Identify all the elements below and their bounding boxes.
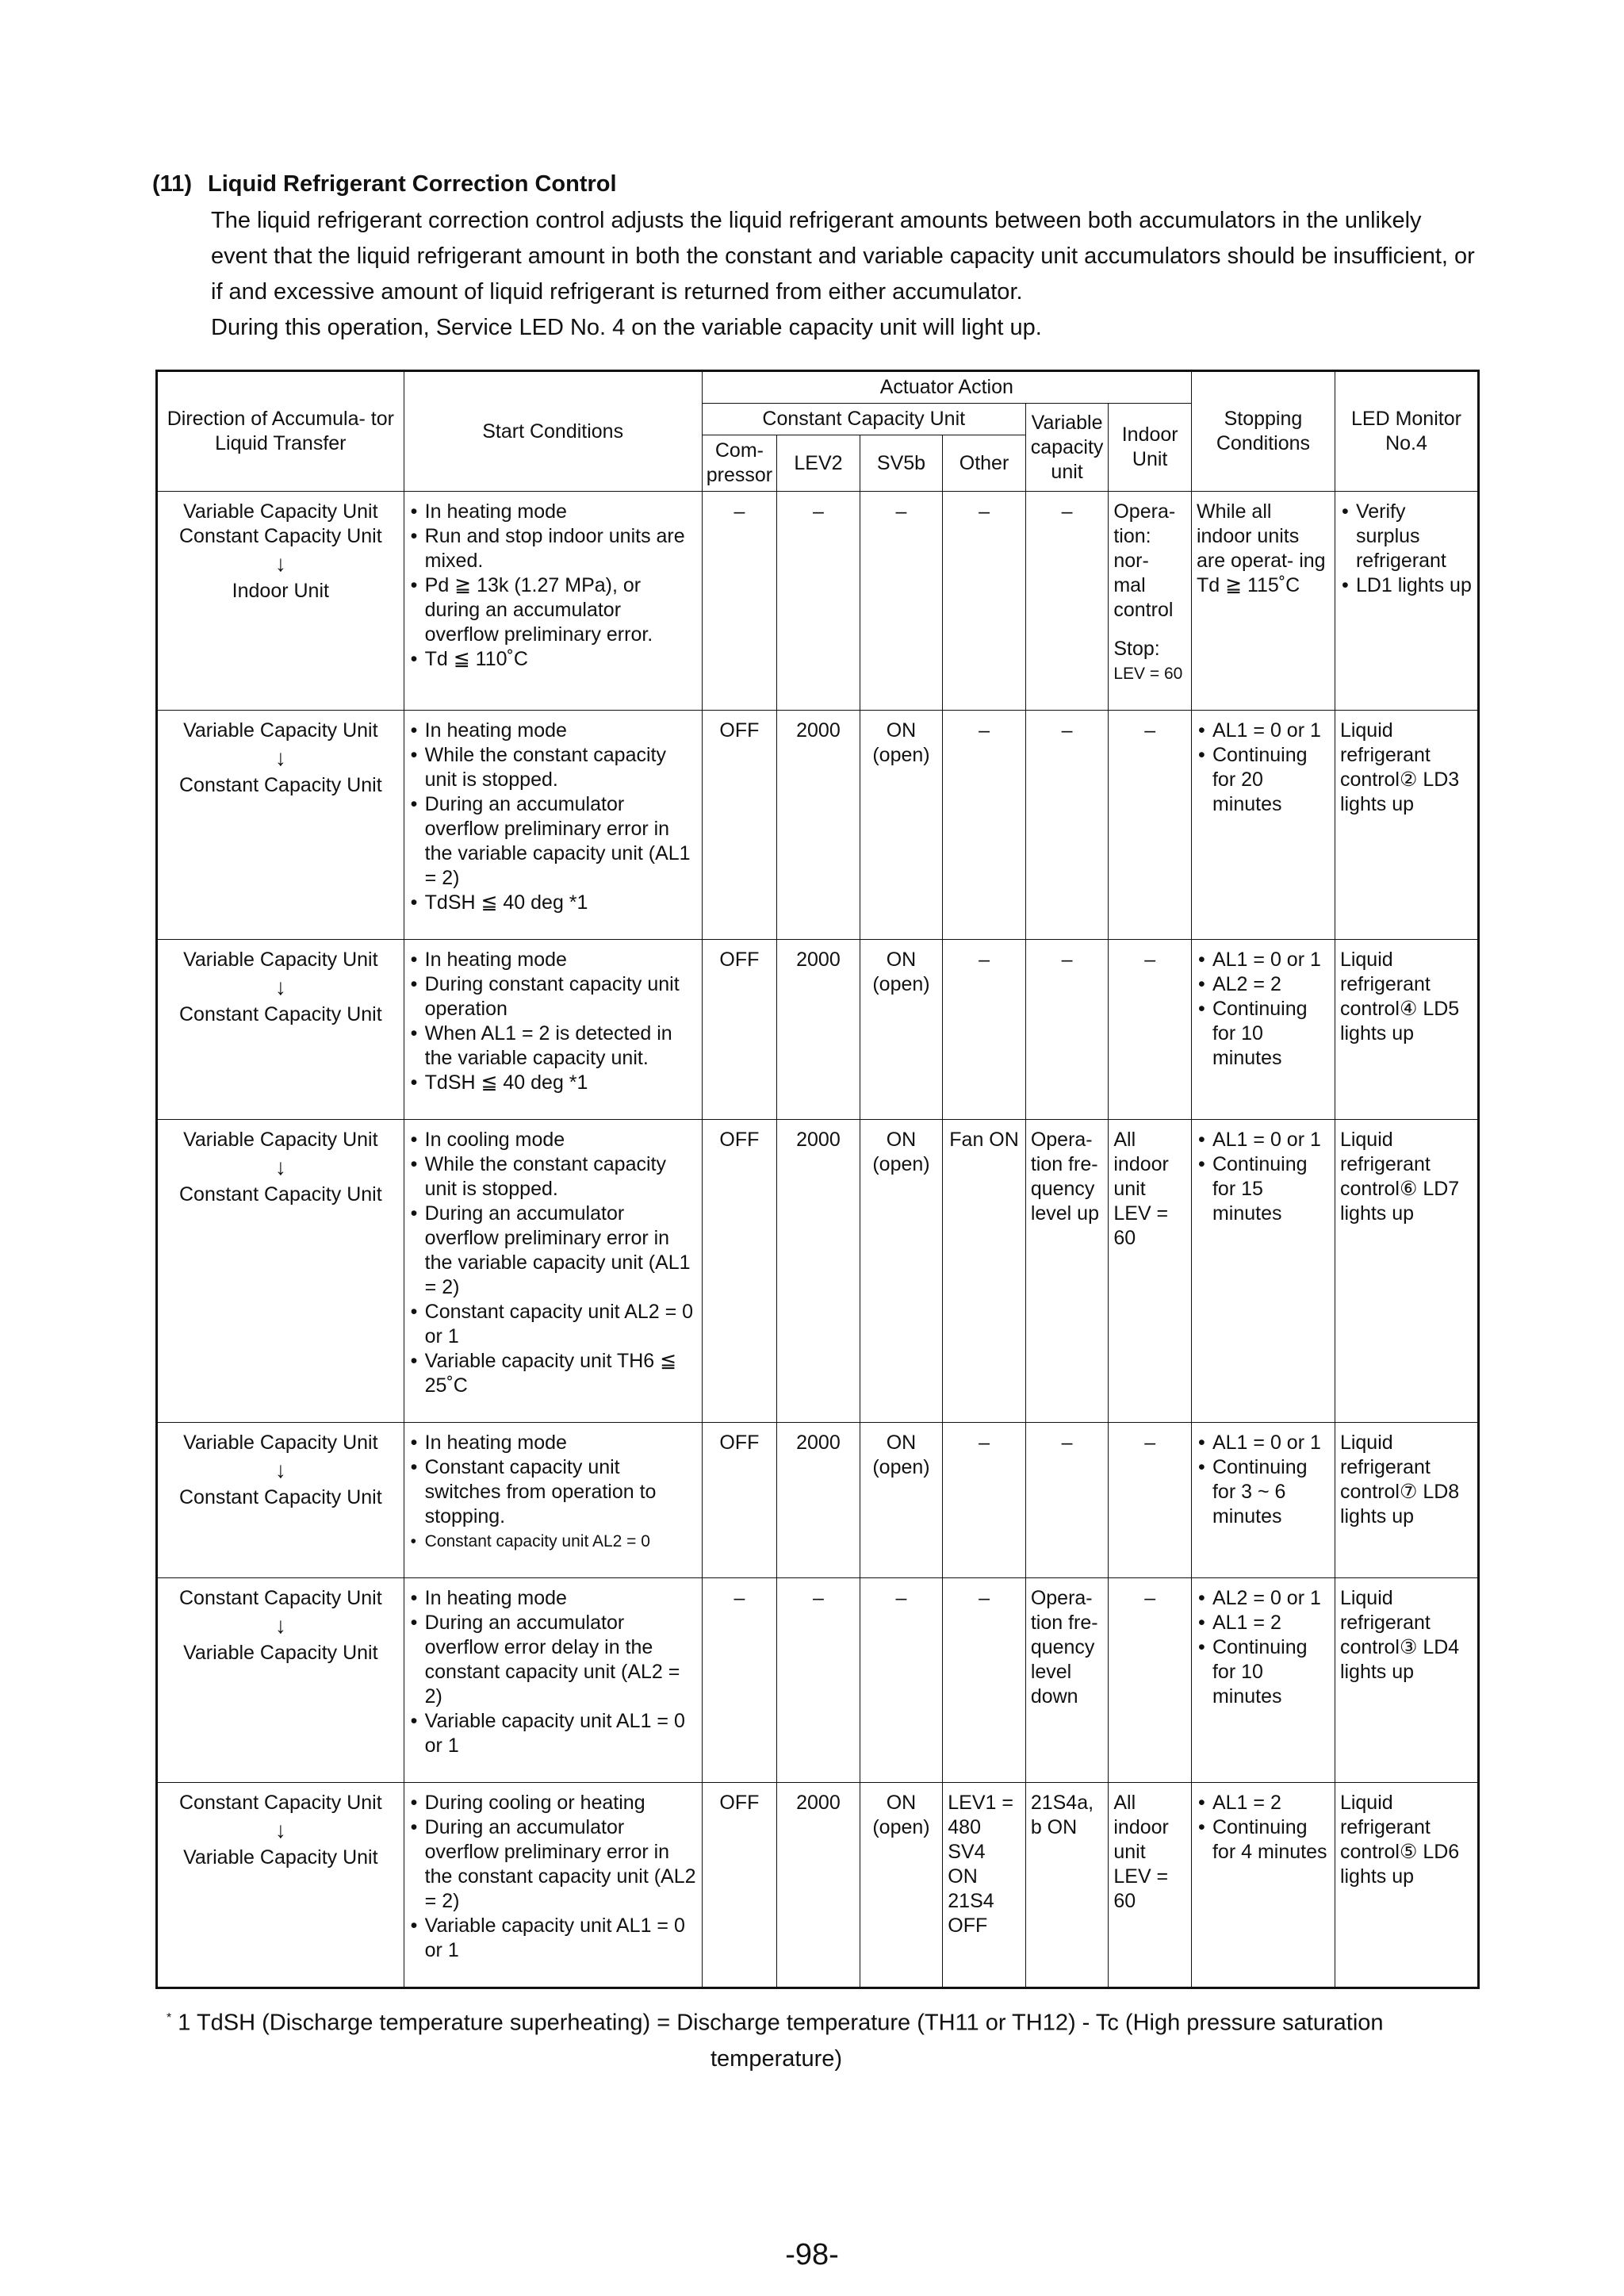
compressor-cell: OFF [702, 1423, 777, 1578]
list-item: • Variable capacity unit AL1 = 0 or 1 [409, 1709, 697, 1758]
list-item: • Run and stop indoor units are mixed. [409, 524, 697, 573]
led-monitor-cell: Liquid refrigerant control⑤ LD6 lights up [1335, 1783, 1478, 1988]
arrow-down-icon: ↓ [274, 1818, 286, 1842]
indoor-unit-cell: – [1109, 1578, 1192, 1783]
arrow-down-icon: ↓ [274, 1613, 286, 1638]
arrow-down-icon: ↓ [274, 975, 286, 999]
list-item: • AL1 = 0 or 1 [1197, 1128, 1330, 1152]
footnote [167, 2000, 1499, 2077]
other-cell: – [943, 1423, 1026, 1578]
list-item: • While the constant capacity unit is stopped. [409, 1152, 697, 1202]
list-item: • In heating mode [409, 1431, 697, 1455]
lev2-cell: – [777, 1578, 860, 1783]
led-monitor-cell: Liquid refrigerant control③ LD4 lights up [1335, 1578, 1478, 1783]
direction-cell: Variable Capacity Unit ↓ Constant Capacity Unit [157, 1423, 404, 1578]
list-item: • Td ≦ 110˚C [409, 647, 697, 672]
list-item: • AL1 = 0 or 1 [1197, 719, 1330, 743]
start-conditions-cell [404, 1578, 702, 1783]
list-item: • Pd ≧ 13k (1.27 MPa), or during an accumulator overflow preliminary error. [409, 573, 697, 647]
header-indoor-unit: Indoor Unit [1109, 404, 1192, 492]
led-monitor-cell: Liquid refrigerant control② LD3 lights up [1335, 711, 1478, 940]
compressor-cell: OFF [702, 1120, 777, 1423]
list-item: • Continuing for 20 minutes [1197, 743, 1330, 817]
list-item: • TdSH ≦ 40 deg *1 [409, 891, 697, 915]
section-title: Liquid Refrigerant Correction Control [208, 171, 617, 197]
header-start-conditions: Start Conditions [404, 371, 702, 492]
list-item: • In cooling mode [409, 1128, 697, 1152]
header-stopping-conditions: Stopping Conditions [1191, 371, 1335, 492]
other-cell: Fan ON [943, 1120, 1026, 1423]
direction-cell: Variable Capacity Unit ↓ Constant Capacity Unit [157, 711, 404, 940]
arrow-down-icon: ↓ [274, 1155, 286, 1179]
list-item: • Continuing for 10 minutes [1197, 997, 1330, 1071]
led-monitor-cell [1335, 492, 1478, 711]
start-conditions-cell [404, 1783, 702, 1988]
list-item: • During cooling or heating [409, 1791, 697, 1815]
intro-paragraph: During this operation, Service LED No. 4 on the variable capacity unit will light up. [211, 315, 1042, 340]
direction-cell: Variable Capacity Unit Constant Capacity Unit ↓ Indoor Unit [157, 492, 404, 711]
compressor-cell: – [702, 1578, 777, 1783]
lev2-cell: – [777, 492, 860, 711]
lev2-cell: 2000 [777, 711, 860, 940]
list-item: • Verify surplus refrigerant [1340, 500, 1473, 573]
stopping-conditions-cell: While all indoor units are operat- ing Td ≧ 115˚C [1191, 492, 1335, 711]
list-item: • Continuing for 10 minutes [1197, 1635, 1330, 1709]
compressor-cell: OFF [702, 1783, 777, 1988]
stopping-conditions-cell [1191, 1578, 1335, 1783]
sv5b-cell: ON (open) [860, 711, 943, 940]
other-cell: – [943, 1578, 1026, 1783]
list-item: • In heating mode [409, 1586, 697, 1611]
intro-paragraph: The liquid refrigerant correction control adjusts the liquid refrigerant amounts between both accumulators in the unlikely event that the liquid refrigerant amount in both the constant and variable capacity unit accumulators should be insufficient, or if and excessive amount of liquid refrigerant is returned from either accumulator. [211, 208, 1475, 305]
list-item: • Continuing for 15 minutes [1197, 1152, 1330, 1226]
list-item: • AL1 = 0 or 1 [1197, 948, 1330, 972]
lev2-cell: 2000 [777, 940, 860, 1120]
list-item: • While the constant capacity unit is stopped. [409, 743, 697, 792]
led-monitor-cell: Liquid refrigerant control⑥ LD7 lights up [1335, 1120, 1478, 1423]
header-compressor: Com- pressor [702, 435, 777, 492]
list-item: • In heating mode [409, 948, 697, 972]
start-conditions-cell [404, 940, 702, 1120]
section-number: (11) [152, 171, 192, 197]
led-monitor-cell: Liquid refrigerant control⑦ LD8 lights up [1335, 1423, 1478, 1578]
list-item: • Variable capacity unit TH6 ≦ 25˚C [409, 1349, 697, 1398]
list-item: • AL1 = 0 or 1 [1197, 1431, 1330, 1455]
header-sv5b: SV5b [860, 435, 943, 492]
start-conditions-cell [404, 711, 702, 940]
table-row [157, 1120, 1479, 1423]
header-variable-capacity-unit: Variable capacity unit [1025, 404, 1109, 492]
sv5b-cell: ON (open) [860, 1423, 943, 1578]
direction-cell: Constant Capacity Unit ↓ Variable Capacity Unit [157, 1578, 404, 1783]
compressor-cell: OFF [702, 711, 777, 940]
list-item: • AL2 = 2 [1197, 972, 1330, 997]
list-item: • During constant capacity unit operation [409, 972, 697, 1022]
list-item: • Constant capacity unit switches from operation to stopping. [409, 1455, 697, 1529]
footnote-text: 1 TdSH (Discharge temperature superheating) = Discharge temperature (TH11 or TH12) - Tc (High pressure saturation [178, 2010, 1384, 2036]
compressor-cell: OFF [702, 940, 777, 1120]
list-item: • During an accumulator overflow preliminary error in the variable capacity unit (AL1 = 2) [409, 1202, 697, 1300]
header-constant-capacity-unit: Constant Capacity Unit [702, 404, 1025, 435]
direction-cell: Variable Capacity Unit ↓ Constant Capacity Unit [157, 940, 404, 1120]
variable-unit-cell: – [1025, 940, 1109, 1120]
lev2-cell: 2000 [777, 1423, 860, 1578]
lev2-cell: 2000 [777, 1783, 860, 1988]
table-row [157, 1423, 1479, 1578]
stopping-conditions-cell [1191, 1120, 1335, 1423]
variable-unit-cell: Opera- tion fre- quency level up [1025, 1120, 1109, 1423]
list-item: • TdSH ≦ 40 deg *1 [409, 1071, 697, 1095]
arrow-down-icon: ↓ [274, 551, 286, 576]
table-row [157, 1783, 1479, 1988]
indoor-unit-cell: – [1109, 940, 1192, 1120]
stopping-conditions-cell [1191, 940, 1335, 1120]
list-item: • LD1 lights up [1340, 573, 1473, 598]
indoor-unit-cell: – [1109, 711, 1192, 940]
variable-unit-cell: – [1025, 711, 1109, 940]
direction-cell: Variable Capacity Unit ↓ Constant Capacity Unit [157, 1120, 404, 1423]
indoor-unit-cell: All indoor unit LEV = 60 [1109, 1783, 1192, 1988]
section-heading [152, 171, 617, 197]
control-table [155, 370, 1480, 1989]
other-cell: – [943, 940, 1026, 1120]
footnote-continuation: temperature) [710, 2045, 843, 2072]
list-item: • Constant capacity unit AL2 = 0 or 1 [409, 1300, 697, 1349]
start-conditions-cell [404, 492, 702, 711]
list-item: • In heating mode [409, 719, 697, 743]
list-item: • AL1 = 2 [1197, 1611, 1330, 1635]
other-cell: – [943, 711, 1026, 940]
header-actuator-action: Actuator Action [702, 371, 1191, 404]
page-number: -98- [785, 2238, 839, 2271]
header-direction: Direction of Accumula- tor Liquid Transfer [157, 371, 404, 492]
list-item: • During an accumulator overflow preliminary error in the variable capacity unit (AL1 = 2) [409, 792, 697, 891]
sv5b-cell: – [860, 492, 943, 711]
list-item: • AL1 = 2 [1197, 1791, 1330, 1815]
lev2-cell: 2000 [777, 1120, 860, 1423]
direction-cell: Constant Capacity Unit ↓ Variable Capacity Unit [157, 1783, 404, 1988]
variable-unit-cell: Opera- tion fre- quency level down [1025, 1578, 1109, 1783]
header-led-monitor: LED Monitor No.4 [1335, 371, 1478, 492]
variable-unit-cell: – [1025, 492, 1109, 711]
list-item: • Continuing for 3 ~ 6 minutes [1197, 1455, 1330, 1529]
table-row [157, 1578, 1479, 1783]
led-monitor-cell: Liquid refrigerant control④ LD5 lights up [1335, 940, 1478, 1120]
indoor-unit-cell: Opera- tion: nor- mal control Stop: LEV = 60 [1109, 492, 1192, 711]
start-conditions-cell [404, 1423, 702, 1578]
stopping-conditions-cell [1191, 1783, 1335, 1988]
compressor-cell: – [702, 492, 777, 711]
list-item: • Constant capacity unit AL2 = 0 [409, 1529, 697, 1554]
sv5b-cell: ON (open) [860, 1120, 943, 1423]
list-item: • During an accumulator overflow error delay in the constant capacity unit (AL2 = 2) [409, 1611, 697, 1709]
table-row [157, 711, 1479, 940]
list-item: • When AL1 = 2 is detected in the variable capacity unit. [409, 1022, 697, 1071]
table-row [157, 492, 1479, 711]
sv5b-cell: – [860, 1578, 943, 1783]
other-cell: – [943, 492, 1026, 711]
stopping-conditions-cell [1191, 1423, 1335, 1578]
footnote-mark: * [167, 2011, 172, 2025]
other-cell: LEV1 = 480 SV4 ON 21S4 OFF [943, 1783, 1026, 1988]
stopping-conditions-cell [1191, 711, 1335, 940]
variable-unit-cell: 21S4a, b ON [1025, 1783, 1109, 1988]
arrow-down-icon: ↓ [274, 1458, 286, 1482]
sv5b-cell: ON (open) [860, 1783, 943, 1988]
header-other: Other [943, 435, 1026, 492]
list-item: • In heating mode [409, 500, 697, 524]
list-item: • Variable capacity unit AL1 = 0 or 1 [409, 1914, 697, 1963]
header-lev2: LEV2 [777, 435, 860, 492]
indoor-unit-cell: All indoor unit LEV = 60 [1109, 1120, 1192, 1423]
sv5b-cell: ON (open) [860, 940, 943, 1120]
intro-text [211, 203, 1480, 346]
arrow-down-icon: ↓ [274, 746, 286, 770]
variable-unit-cell: – [1025, 1423, 1109, 1578]
list-item: • AL2 = 0 or 1 [1197, 1586, 1330, 1611]
list-item: • During an accumulator overflow preliminary error in the constant capacity unit (AL2 = 2) [409, 1815, 697, 1914]
indoor-unit-cell: – [1109, 1423, 1192, 1578]
list-item: • Continuing for 4 minutes [1197, 1815, 1330, 1865]
start-conditions-cell [404, 1120, 702, 1423]
table-row [157, 940, 1479, 1120]
